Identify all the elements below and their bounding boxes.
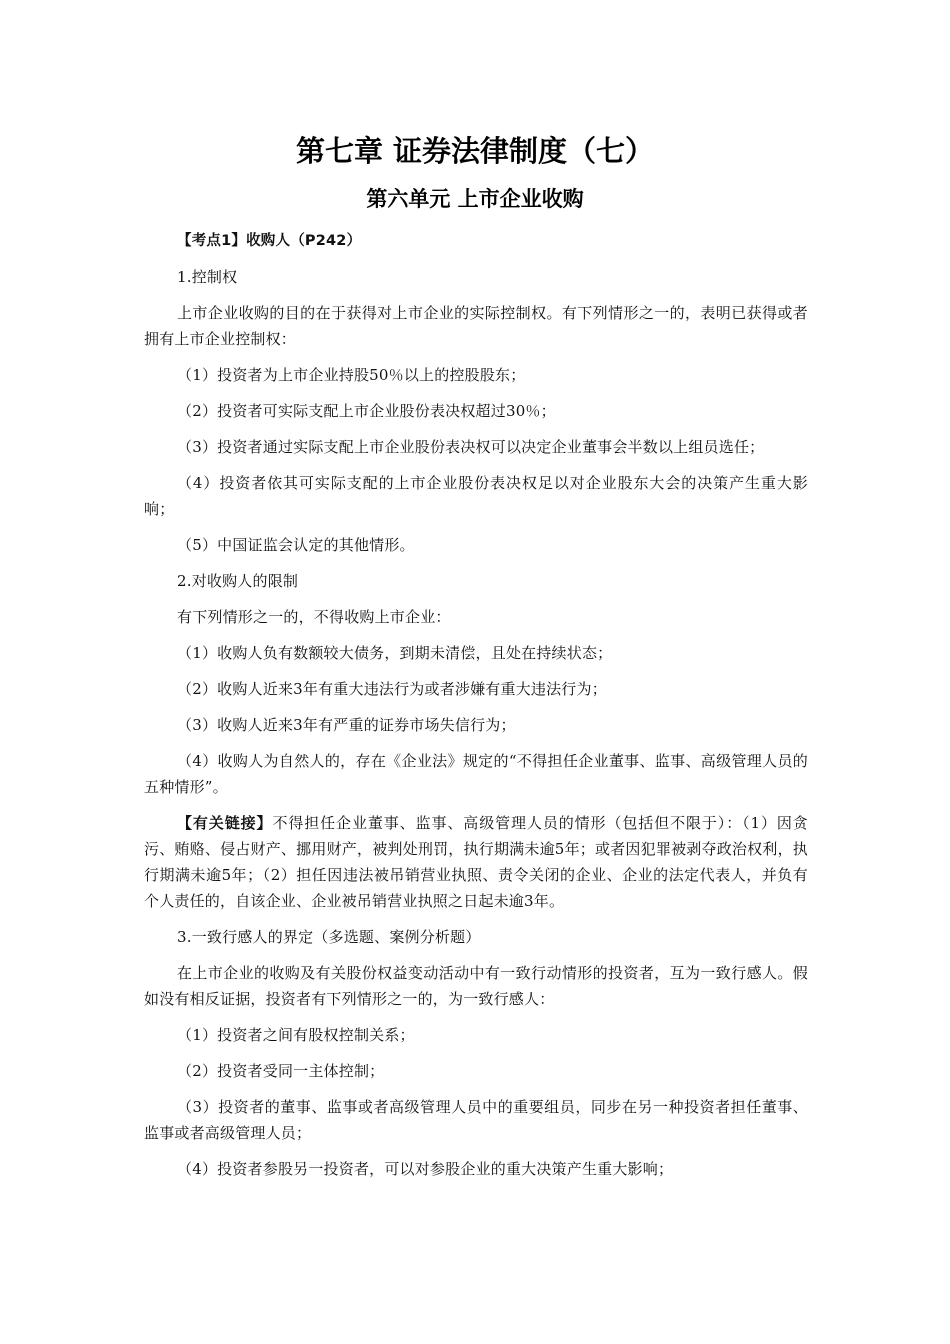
unit-title: 第六单元 上市企业收购 [366,187,584,211]
paragraph: （3）收购人近来3年有严重的证券市场失信行为； [177,716,516,734]
paragraph: （1）投资者为上市企业持股50％以上的控股股东； [177,366,526,384]
paragraph: （2）投资者受同一主体控制； [177,1062,385,1080]
paragraph: 2.对收购人的限制 [177,572,299,590]
paragraph: 上市企业收购的目的在于获得对上市企业的实际控制权。有下列情形之一的，表明已获得或者拥有上市企业控制权： [144,304,808,348]
related-link-label: 【有关链接】 [177,814,273,832]
paragraph: 在上市企业的收购及有关股份权益变动活动中有一致行动情形的投资者，互为一致行感人。假如没有相反证据，投资者有下列情形之一的，为一致行感人： [144,964,808,1008]
paragraph: （4）收购人为自然人的，存在《企业法》规定的“不得担任企业董事、监事、高级管理人员的五种情形”。 [144,752,808,796]
paragraph: 有下列情形之一的，不得收购上市企业： [177,608,451,626]
paragraph [144,810,808,914]
paragraph: 3.一致行感人的界定（多选题、案例分析题） [177,928,481,946]
paragraph-text: 不得担任企业董事、监事、高级管理人员的情形（包括但不限于）：（1）因贪污、贿赂、侵占财产、挪用财产，被判处刑罚，执行期满未逾5年；或者因犯罪被剥夺政治权利，执行期满未逾5年；（2）担任因违法被吊销营业执照、责令关闭的企业、企业的法定代表人，并负有个人责任的，自该企业、企业被吊销营业执照之日起未逾3年。 [144,814,808,910]
document-body [144,228,808,1192]
paragraph: 1.控制权 [177,268,238,286]
paragraph: （4）投资者依其可实际支配的上市企业股份表决权足以对企业股东大会的决策产生重大影响； [144,474,808,518]
paragraph: （3）投资者的董事、监事或者高级管理人员中的重要组员，同步在另一种投资者担任董事、监事或者高级管理人员； [144,1098,808,1142]
paragraph: （5）中国证监会认定的其他情形。 [177,536,415,554]
paragraph: （1）投资者之间有股权控制关系； [177,1026,415,1044]
chapter-title: 第七章 证券法律制度（七） [295,134,655,168]
paragraph: （1）收购人负有数额较大债务，到期未清偿，且处在持续状态； [177,644,613,662]
paragraph: （4）投资者参股另一投资者，可以对参股企业的重大决策产生重大影响； [177,1160,674,1178]
paragraph: （3）投资者通过实际支配上市企业股份表决权可以决定企业董事会半数以上组员选任； [177,438,765,456]
paragraph: 【考点1】收购人（P242） [177,233,362,249]
paragraph: （2）收购人近来3年有重大违法行为或者涉嫌有重大违法行为； [177,680,607,698]
paragraph: （2）投资者可实际支配上市企业股份表决权超过30％； [177,402,556,420]
